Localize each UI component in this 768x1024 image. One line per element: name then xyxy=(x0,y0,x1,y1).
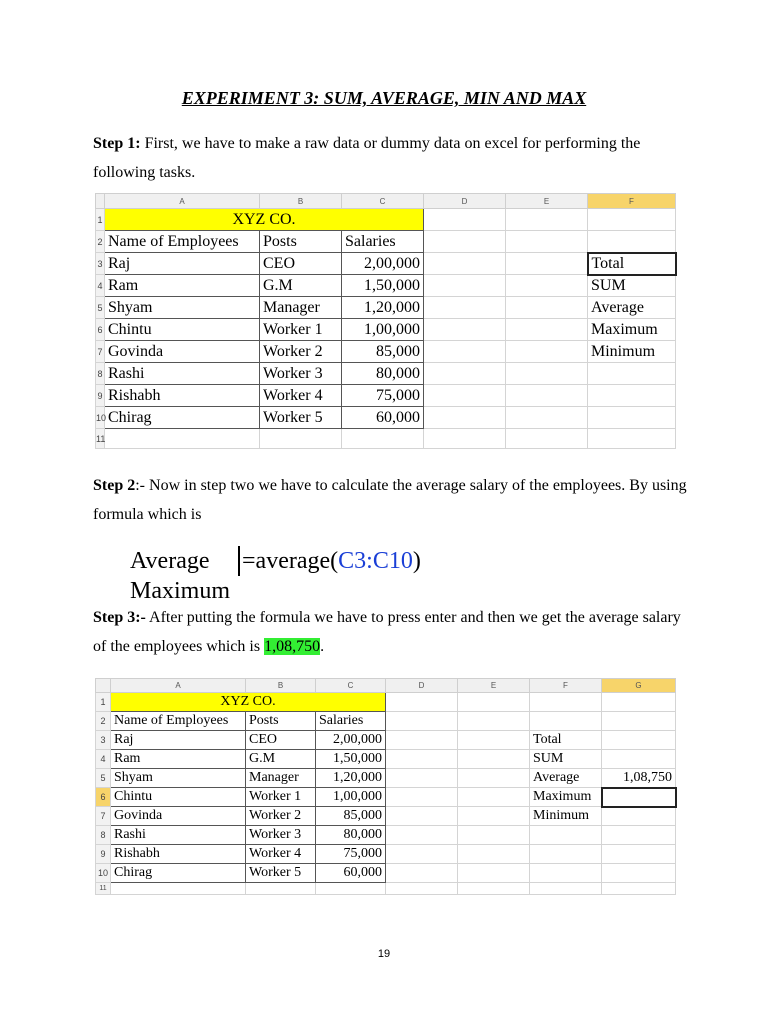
column-header[interactable]: A xyxy=(105,194,260,209)
experiment-title: EXPERIMENT 3: SUM, AVERAGE, MIN AND MAX xyxy=(181,88,587,108)
cell[interactable] xyxy=(105,429,260,449)
table-row xyxy=(96,807,676,826)
cell[interactable] xyxy=(530,712,602,731)
table-row xyxy=(96,845,676,864)
cell[interactable] xyxy=(588,231,676,253)
average-result-cell[interactable]: 1,08,750 xyxy=(602,769,676,788)
cell[interactable]: Worker 3 xyxy=(246,826,316,845)
cell[interactable] xyxy=(506,363,588,385)
cell[interactable]: Worker 3 xyxy=(260,363,342,385)
cell[interactable] xyxy=(458,769,530,788)
table-row xyxy=(96,429,676,449)
cell[interactable] xyxy=(458,731,530,750)
cell[interactable] xyxy=(424,209,506,231)
table-row xyxy=(96,826,676,845)
cell[interactable]: Worker 4 xyxy=(260,385,342,407)
cell[interactable]: Worker 1 xyxy=(246,788,316,807)
company-title-cell[interactable]: XYZ CO. xyxy=(111,693,386,712)
cell[interactable]: 1,50,000 xyxy=(316,750,386,769)
step3-paragraph xyxy=(93,603,693,661)
cell[interactable] xyxy=(602,826,676,845)
row-header[interactable]: 6 xyxy=(96,319,105,341)
formula-snippet xyxy=(122,542,472,604)
column-header[interactable]: F xyxy=(588,194,676,209)
cell[interactable] xyxy=(386,864,458,883)
table-row xyxy=(96,788,676,807)
cell[interactable]: Govinda xyxy=(111,807,246,826)
cell[interactable]: Chirag xyxy=(105,407,260,429)
cell[interactable]: Shyam xyxy=(111,769,246,788)
step3-text: After putting the formula we have to press enter and then we get the average salary of the employees which is xyxy=(93,609,681,655)
cell[interactable]: 75,000 xyxy=(316,845,386,864)
column-header[interactable]: C xyxy=(316,679,386,693)
column-header[interactable]: D xyxy=(386,679,458,693)
corner-cell[interactable] xyxy=(96,194,105,209)
row-header[interactable]: 9 xyxy=(96,845,111,864)
cell[interactable] xyxy=(458,826,530,845)
cell[interactable] xyxy=(506,407,588,429)
cell[interactable]: Worker 2 xyxy=(246,807,316,826)
text-cursor xyxy=(238,546,240,576)
table-row xyxy=(96,883,676,895)
formula-text xyxy=(242,548,421,575)
highlighted-average-value: 1,08,750 xyxy=(264,638,321,655)
cell[interactable]: 75,000 xyxy=(342,385,424,407)
cell[interactable] xyxy=(506,231,588,253)
cell[interactable] xyxy=(588,209,676,231)
cell[interactable] xyxy=(602,845,676,864)
cell[interactable]: 85,000 xyxy=(316,807,386,826)
table-row xyxy=(96,385,676,407)
table-row xyxy=(96,253,676,275)
cell[interactable]: 60,000 xyxy=(342,407,424,429)
table-row xyxy=(96,769,676,788)
cell[interactable]: CEO xyxy=(260,253,342,275)
table-row xyxy=(96,341,676,363)
cell[interactable]: Worker 2 xyxy=(260,341,342,363)
cell[interactable]: 80,000 xyxy=(316,826,386,845)
cell[interactable]: Ram xyxy=(105,275,260,297)
formula-prefix: =average( xyxy=(242,548,339,574)
row-header[interactable]: 2 xyxy=(96,231,105,253)
row-header[interactable]: 1 xyxy=(96,693,111,712)
formula-label: Average xyxy=(130,548,210,574)
cell[interactable]: 1,00,000 xyxy=(316,788,386,807)
row-header[interactable]: 9 xyxy=(96,385,105,407)
cell[interactable] xyxy=(342,429,424,449)
cell[interactable] xyxy=(458,864,530,883)
cell[interactable] xyxy=(424,231,506,253)
cell[interactable] xyxy=(386,750,458,769)
cell[interactable] xyxy=(424,253,506,275)
column-header-row xyxy=(96,679,676,693)
cell[interactable] xyxy=(386,826,458,845)
table-row xyxy=(96,275,676,297)
cell[interactable]: Worker 1 xyxy=(260,319,342,341)
step1-paragraph xyxy=(93,129,693,187)
table-row xyxy=(96,731,676,750)
clipped-next-label: Maximum xyxy=(130,578,230,604)
cell[interactable] xyxy=(602,883,676,895)
cell[interactable] xyxy=(386,769,458,788)
row-header[interactable]: 11 xyxy=(96,883,111,895)
cell[interactable]: Ram xyxy=(111,750,246,769)
table-row xyxy=(96,693,676,712)
cell[interactable] xyxy=(602,712,676,731)
cell[interactable]: Raj xyxy=(105,253,260,275)
table-row xyxy=(96,209,676,231)
cell[interactable]: SUM xyxy=(588,275,676,297)
cell[interactable]: Average xyxy=(530,769,602,788)
cell[interactable]: Total xyxy=(530,731,602,750)
row-header[interactable]: 10 xyxy=(96,407,105,429)
cell[interactable]: Worker 5 xyxy=(246,864,316,883)
step1-text: First, we have to make a raw data or dummy data on excel for performing the following tasks. xyxy=(93,135,641,181)
cell[interactable]: Chintu xyxy=(111,788,246,807)
cell[interactable] xyxy=(588,385,676,407)
column-header[interactable]: E xyxy=(458,679,530,693)
header-cell[interactable]: Name of Employees xyxy=(105,231,260,253)
cell[interactable] xyxy=(111,883,246,895)
cell[interactable] xyxy=(424,341,506,363)
cell[interactable] xyxy=(506,253,588,275)
cell[interactable]: 60,000 xyxy=(316,864,386,883)
cell[interactable]: Maximum xyxy=(588,319,676,341)
header-cell[interactable]: Name of Employees xyxy=(111,712,246,731)
cell[interactable]: Manager xyxy=(246,769,316,788)
cell[interactable]: 1,20,000 xyxy=(316,769,386,788)
step3-end: . xyxy=(320,638,325,655)
cell[interactable] xyxy=(458,807,530,826)
cell[interactable] xyxy=(260,429,342,449)
cell[interactable]: Rashi xyxy=(105,363,260,385)
cell[interactable] xyxy=(506,341,588,363)
cell[interactable]: Worker 4 xyxy=(246,845,316,864)
cell[interactable] xyxy=(530,693,602,712)
step2-paragraph xyxy=(93,471,693,529)
table-row xyxy=(96,712,676,731)
cell[interactable] xyxy=(530,864,602,883)
column-header[interactable]: D xyxy=(424,194,506,209)
cell[interactable]: Minimum xyxy=(530,807,602,826)
table-row xyxy=(96,363,676,385)
cell[interactable] xyxy=(424,385,506,407)
cell[interactable]: Minimum xyxy=(588,341,676,363)
cell[interactable] xyxy=(316,883,386,895)
cell[interactable]: Maximum xyxy=(530,788,602,807)
cell[interactable] xyxy=(506,385,588,407)
cell[interactable]: 80,000 xyxy=(342,363,424,385)
table-row xyxy=(96,864,676,883)
cell[interactable]: Rashi xyxy=(111,826,246,845)
row-header[interactable]: 7 xyxy=(96,807,111,826)
header-cell[interactable]: Posts xyxy=(246,712,316,731)
spreadsheet-2 xyxy=(95,678,677,895)
table-row xyxy=(96,750,676,769)
column-header[interactable]: B xyxy=(260,194,342,209)
company-title-cell[interactable]: XYZ CO. xyxy=(105,209,424,231)
selected-cell[interactable] xyxy=(602,788,676,807)
row-header[interactable]: 4 xyxy=(96,275,105,297)
cell[interactable] xyxy=(506,297,588,319)
row-header[interactable]: 10 xyxy=(96,864,111,883)
cell[interactable]: 85,000 xyxy=(342,341,424,363)
spreadsheet-1 xyxy=(95,193,677,449)
cell[interactable] xyxy=(424,319,506,341)
cell[interactable] xyxy=(386,712,458,731)
cell[interactable]: Shyam xyxy=(105,297,260,319)
table-row xyxy=(96,231,676,253)
column-header[interactable]: C xyxy=(342,194,424,209)
cell[interactable] xyxy=(424,429,506,449)
cell[interactable] xyxy=(530,826,602,845)
selected-cell[interactable]: Total xyxy=(588,253,676,275)
cell[interactable]: 1,20,000 xyxy=(342,297,424,319)
column-header[interactable]: G xyxy=(602,679,676,693)
row-header[interactable]: 8 xyxy=(96,826,111,845)
cell[interactable]: G.M xyxy=(260,275,342,297)
row-header[interactable]: 11 xyxy=(96,429,105,449)
cell[interactable] xyxy=(386,693,458,712)
column-header[interactable]: B xyxy=(246,679,316,693)
cell[interactable] xyxy=(386,845,458,864)
cell[interactable]: Average xyxy=(588,297,676,319)
cell[interactable]: Chirag xyxy=(111,864,246,883)
header-cell[interactable]: Salaries xyxy=(342,231,424,253)
cell[interactable]: 1,00,000 xyxy=(342,319,424,341)
cell[interactable]: Chintu xyxy=(105,319,260,341)
row-header[interactable]: 6 xyxy=(96,788,111,807)
cell[interactable] xyxy=(386,807,458,826)
cell[interactable] xyxy=(506,319,588,341)
corner-cell[interactable] xyxy=(96,679,111,693)
cell[interactable] xyxy=(386,788,458,807)
cell[interactable] xyxy=(458,883,530,895)
row-header[interactable]: 7 xyxy=(96,341,105,363)
row-header[interactable]: 8 xyxy=(96,363,105,385)
cell[interactable]: Rishabh xyxy=(105,385,260,407)
cell[interactable] xyxy=(386,883,458,895)
cell[interactable] xyxy=(386,731,458,750)
cell[interactable] xyxy=(602,693,676,712)
column-header[interactable]: F xyxy=(530,679,602,693)
step3-label: Step 3:- xyxy=(93,609,146,626)
cell[interactable]: 2,00,000 xyxy=(316,731,386,750)
step2-label: Step 2 xyxy=(93,477,136,494)
header-cell[interactable]: Salaries xyxy=(316,712,386,731)
step2-text: :- Now in step two we have to calculate the average salary of the employees. By using formula which is xyxy=(93,477,687,523)
cell[interactable]: G.M xyxy=(246,750,316,769)
cell[interactable] xyxy=(458,712,530,731)
cell[interactable] xyxy=(424,297,506,319)
cell[interactable] xyxy=(530,845,602,864)
cell[interactable]: Worker 5 xyxy=(260,407,342,429)
cell[interactable] xyxy=(506,209,588,231)
formula-suffix: ) xyxy=(412,548,421,574)
cell[interactable] xyxy=(506,275,588,297)
page-number: 19 xyxy=(377,948,391,960)
cell[interactable]: 1,50,000 xyxy=(342,275,424,297)
row-header[interactable]: 2 xyxy=(96,712,111,731)
column-header[interactable]: A xyxy=(111,679,246,693)
cell[interactable] xyxy=(458,845,530,864)
cell[interactable] xyxy=(602,807,676,826)
cell[interactable] xyxy=(588,363,676,385)
cell[interactable] xyxy=(424,275,506,297)
row-header[interactable]: 5 xyxy=(96,769,111,788)
cell[interactable]: Rishabh xyxy=(111,845,246,864)
cell[interactable] xyxy=(424,407,506,429)
cell[interactable]: Govinda xyxy=(105,341,260,363)
column-header-row xyxy=(96,194,676,209)
cell[interactable] xyxy=(530,883,602,895)
cell[interactable]: Manager xyxy=(260,297,342,319)
cell[interactable] xyxy=(458,750,530,769)
table-row xyxy=(96,319,676,341)
table-row xyxy=(96,297,676,319)
cell[interactable] xyxy=(602,750,676,769)
cell[interactable]: CEO xyxy=(246,731,316,750)
cell[interactable] xyxy=(588,407,676,429)
row-header[interactable]: 1 xyxy=(96,209,105,231)
cell[interactable] xyxy=(602,731,676,750)
cell[interactable] xyxy=(458,693,530,712)
cell[interactable] xyxy=(424,363,506,385)
header-cell[interactable]: Posts xyxy=(260,231,342,253)
formula-range: C3:C10 xyxy=(338,548,413,574)
cell[interactable] xyxy=(602,864,676,883)
cell[interactable]: 2,00,000 xyxy=(342,253,424,275)
step1-label: Step 1: xyxy=(93,135,141,152)
row-header[interactable]: 4 xyxy=(96,750,111,769)
row-header[interactable]: 3 xyxy=(96,731,111,750)
column-header[interactable]: E xyxy=(506,194,588,209)
cell[interactable]: SUM xyxy=(530,750,602,769)
cell[interactable] xyxy=(246,883,316,895)
cell[interactable] xyxy=(458,788,530,807)
row-header[interactable]: 5 xyxy=(96,297,105,319)
cell[interactable]: Raj xyxy=(111,731,246,750)
cell[interactable] xyxy=(506,429,588,449)
cell[interactable] xyxy=(588,429,676,449)
row-header[interactable]: 3 xyxy=(96,253,105,275)
table-row xyxy=(96,407,676,429)
